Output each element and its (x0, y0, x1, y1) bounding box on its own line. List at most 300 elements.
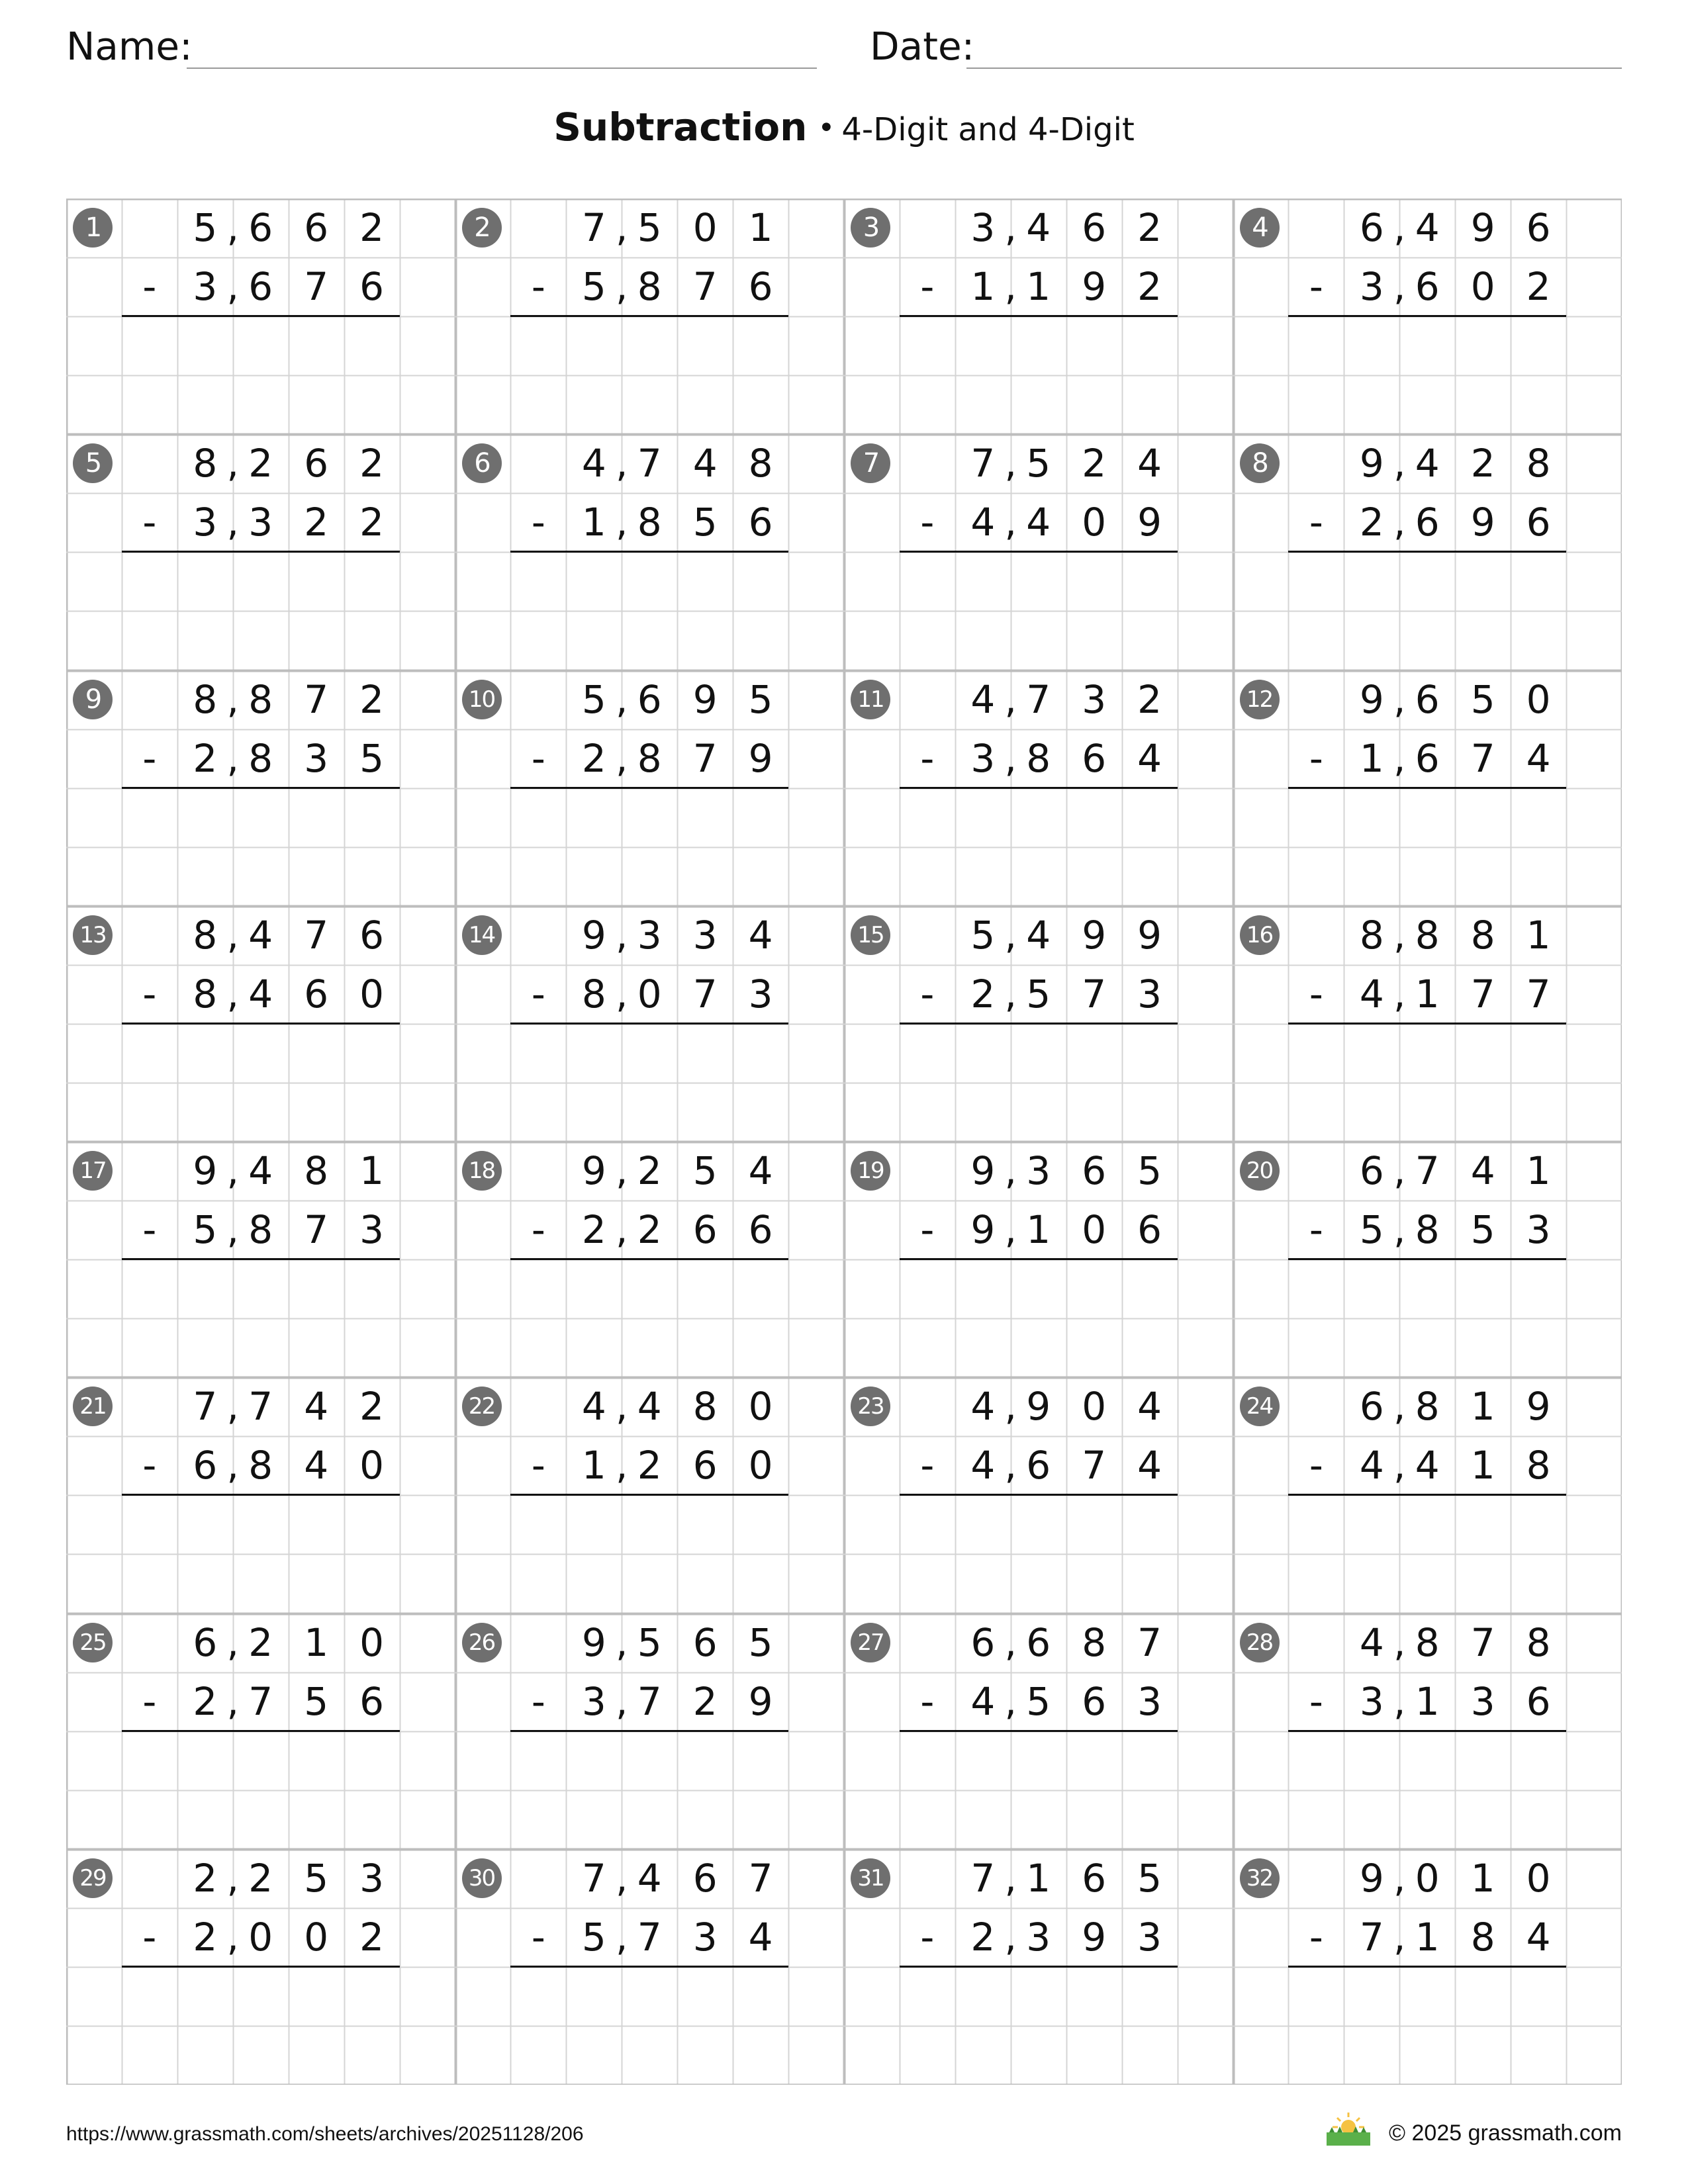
thousands-comma: , (1004, 1443, 1017, 1488)
answer-area[interactable] (122, 552, 400, 670)
digit: 0 (1526, 676, 1551, 722)
worksheet-title (0, 105, 1688, 150)
digit: 6 (1137, 1207, 1162, 1253)
subtrahend-row (510, 729, 788, 788)
digit: 2 (1359, 500, 1384, 545)
digit: 3 (970, 205, 996, 250)
digit: 7 (1082, 971, 1107, 1017)
name-field-line[interactable] (187, 68, 817, 69)
digit: 2 (248, 1855, 273, 1901)
thousands-comma: , (226, 500, 239, 545)
thousands-comma: , (616, 1914, 628, 1960)
answer-area[interactable] (510, 1495, 788, 1613)
problem-number-badge: 1 (73, 208, 113, 248)
minus-sign: - (920, 1443, 935, 1488)
digit: 0 (637, 971, 662, 1017)
digit: 9 (1359, 441, 1384, 486)
problem-number-badge: 27 (851, 1623, 890, 1662)
digit: 8 (193, 912, 218, 958)
digit: 8 (248, 676, 273, 722)
digit: 9 (1082, 912, 1107, 958)
minus-sign: - (1309, 735, 1323, 781)
minus-sign: - (920, 971, 935, 1017)
digit: 4 (748, 912, 773, 958)
minus-sign: - (142, 971, 157, 1017)
minuend-row (900, 199, 1178, 257)
answer-area[interactable] (510, 316, 788, 434)
problem-8 (1233, 434, 1624, 670)
minus-sign: - (142, 1914, 157, 1960)
digit: 5 (637, 205, 662, 250)
digit: 9 (692, 676, 718, 722)
digit: 7 (1470, 735, 1495, 781)
digit: 7 (1470, 971, 1495, 1017)
digit: 5 (1470, 676, 1495, 722)
digit: 4 (581, 1384, 606, 1430)
answer-area[interactable] (900, 1967, 1178, 2085)
problem-14 (455, 906, 846, 1142)
thousands-comma: , (616, 735, 628, 781)
thousands-comma: , (226, 1678, 239, 1724)
thousands-comma: , (226, 912, 239, 958)
minus-sign: - (531, 500, 545, 545)
digit: 3 (304, 735, 329, 781)
digit: 7 (248, 1678, 273, 1724)
digit: 4 (1026, 500, 1051, 545)
digit: 6 (1082, 1855, 1107, 1901)
digit: 3 (1526, 1207, 1551, 1253)
digit: 3 (193, 264, 218, 310)
problem-13 (66, 906, 457, 1142)
problem-20 (1233, 1142, 1624, 1377)
problem-24 (1233, 1377, 1624, 1613)
digit: 9 (1137, 500, 1162, 545)
digit: 0 (359, 1619, 385, 1665)
digit: 0 (1415, 1855, 1440, 1901)
digit: 7 (581, 205, 606, 250)
answer-area[interactable] (1288, 1967, 1566, 2085)
problem-6 (455, 434, 846, 670)
minuend-row (510, 1614, 788, 1672)
digit: 8 (748, 441, 773, 486)
minus-sign: - (920, 500, 935, 545)
thousands-comma: , (226, 264, 239, 310)
digit: 1 (1359, 735, 1384, 781)
answer-area[interactable] (900, 1024, 1178, 1142)
problem-10 (455, 670, 846, 906)
problem-number-badge: 29 (73, 1858, 113, 1898)
answer-area[interactable] (510, 552, 788, 670)
digit: 7 (304, 264, 329, 310)
digit: 8 (1359, 912, 1384, 958)
thousands-comma: , (1004, 1678, 1017, 1724)
digit: 6 (1526, 205, 1551, 250)
digit: 8 (248, 1443, 273, 1488)
minuend-row (1288, 1377, 1566, 1436)
thousands-comma: , (616, 1678, 628, 1724)
thousands-comma: , (1393, 1148, 1406, 1193)
digit: 2 (193, 1678, 218, 1724)
thousands-comma: , (1393, 264, 1406, 310)
digit: 2 (359, 441, 385, 486)
answer-area[interactable] (1288, 1259, 1566, 1377)
answer-area[interactable] (900, 1259, 1178, 1377)
minus-sign: - (142, 735, 157, 781)
minuend-row (900, 434, 1178, 493)
digit: 2 (359, 205, 385, 250)
problem-number-badge: 26 (462, 1623, 502, 1662)
digit: 6 (359, 912, 385, 958)
minus-sign: - (920, 1914, 935, 1960)
answer-area[interactable] (122, 1495, 400, 1613)
subtrahend-row (1288, 729, 1566, 788)
answer-area[interactable] (1288, 552, 1566, 670)
digit: 7 (748, 1855, 773, 1901)
minuend-row (122, 1142, 400, 1201)
minus-sign: - (531, 971, 545, 1017)
digit: 4 (304, 1443, 329, 1488)
digit: 1 (1470, 1384, 1495, 1430)
thousands-comma: , (616, 1207, 628, 1253)
answer-area[interactable] (122, 1024, 400, 1142)
problem-number-badge: 15 (851, 915, 890, 955)
answer-area[interactable] (510, 1259, 788, 1377)
digit: 7 (304, 1207, 329, 1253)
digit: 0 (748, 1384, 773, 1430)
digit: 1 (304, 1619, 329, 1665)
answer-area[interactable] (1288, 1495, 1566, 1613)
minuend-row (122, 1849, 400, 1908)
answer-area[interactable] (122, 1731, 400, 1849)
subtrahend-row (122, 1201, 400, 1259)
digit: 4 (1359, 971, 1384, 1017)
digit: 7 (1359, 1914, 1384, 1960)
digit: 2 (581, 735, 606, 781)
digit: 9 (1359, 676, 1384, 722)
digit: 4 (248, 912, 273, 958)
digit: 8 (1526, 1443, 1551, 1488)
subtrahend-row (1288, 1672, 1566, 1731)
digit: 3 (1026, 1148, 1051, 1193)
title-separator: • (818, 111, 835, 145)
digit: 1 (748, 205, 773, 250)
thousands-comma: , (616, 264, 628, 310)
problem-number-badge: 23 (851, 1387, 890, 1426)
digit: 6 (1082, 205, 1107, 250)
answer-area[interactable] (122, 1967, 400, 2085)
digit: 2 (1470, 441, 1495, 486)
digit: 7 (1470, 1619, 1495, 1665)
digit: 8 (637, 735, 662, 781)
problem-number-badge: 31 (851, 1858, 890, 1898)
thousands-comma: , (616, 1443, 628, 1488)
digit: 3 (1026, 1914, 1051, 1960)
digit: 6 (1415, 735, 1440, 781)
digit: 9 (1470, 500, 1495, 545)
digit: 8 (1526, 441, 1551, 486)
digit: 3 (581, 1678, 606, 1724)
answer-area[interactable] (900, 316, 1178, 434)
minus-sign: - (142, 500, 157, 545)
problem-11 (844, 670, 1235, 906)
digit: 9 (970, 1207, 996, 1253)
digit: 6 (304, 441, 329, 486)
problem-23 (844, 1377, 1235, 1613)
digit: 7 (637, 1678, 662, 1724)
digit: 8 (193, 441, 218, 486)
digit: 5 (748, 1619, 773, 1665)
digit: 7 (248, 1384, 273, 1430)
thousands-comma: , (1393, 1678, 1406, 1724)
digit: 9 (1082, 264, 1107, 310)
digit: 5 (1359, 1207, 1384, 1253)
minus-sign: - (531, 1678, 545, 1724)
digit: 2 (692, 1678, 718, 1724)
digit: 6 (1526, 500, 1551, 545)
thousands-comma: , (226, 1207, 239, 1253)
minus-sign: - (531, 1207, 545, 1253)
digit: 6 (748, 1207, 773, 1253)
answer-area[interactable] (900, 788, 1178, 906)
digit: 6 (1082, 735, 1107, 781)
digit: 7 (1415, 1148, 1440, 1193)
digit: 8 (637, 500, 662, 545)
digit: 3 (193, 500, 218, 545)
problem-25 (66, 1614, 457, 1849)
minuend-row (900, 1377, 1178, 1436)
problem-number-badge: 24 (1240, 1387, 1280, 1426)
footer-copyright: © 2025 grassmath.com (1389, 2120, 1622, 2146)
digit: 1 (1026, 1207, 1051, 1253)
digit: 4 (1137, 441, 1162, 486)
minuend-row (900, 1614, 1178, 1672)
subtrahend-row (510, 1201, 788, 1259)
answer-area[interactable] (900, 552, 1178, 670)
minus-sign: - (142, 1207, 157, 1253)
digit: 8 (1415, 1384, 1440, 1430)
answer-area[interactable] (122, 316, 400, 434)
digit: 6 (359, 264, 385, 310)
subtrahend-row (900, 1201, 1178, 1259)
thousands-comma: , (616, 205, 628, 250)
digit: 2 (1137, 264, 1162, 310)
minuend-row (1288, 1614, 1566, 1672)
problem-7 (844, 434, 1235, 670)
digit: 2 (970, 971, 996, 1017)
digit: 6 (1359, 205, 1384, 250)
digit: 9 (193, 1148, 218, 1193)
digit: 7 (692, 971, 718, 1017)
digit: 2 (193, 1914, 218, 1960)
digit: 9 (748, 1678, 773, 1724)
digit: 6 (748, 264, 773, 310)
digit: 2 (193, 1855, 218, 1901)
thousands-comma: , (616, 441, 628, 486)
thousands-comma: , (1004, 205, 1017, 250)
digit: 4 (970, 1443, 996, 1488)
thousands-comma: , (1004, 1148, 1017, 1193)
subtrahend-row (510, 965, 788, 1024)
answer-area[interactable] (900, 1495, 1178, 1613)
problem-number-badge: 28 (1240, 1623, 1280, 1662)
problem-number-badge: 20 (1240, 1151, 1280, 1191)
answer-area[interactable] (900, 1731, 1178, 1849)
problem-26 (455, 1614, 846, 1849)
worksheet-grid (66, 199, 1622, 2085)
answer-area[interactable] (510, 1731, 788, 1849)
digit: 6 (1359, 1384, 1384, 1430)
digit: 2 (359, 1914, 385, 1960)
answer-area[interactable] (510, 1024, 788, 1142)
title-subtitle: 4-Digit and 4-Digit (841, 111, 1135, 148)
thousands-comma: , (1393, 1855, 1406, 1901)
subtrahend-row (900, 493, 1178, 552)
digit: 4 (970, 1384, 996, 1430)
problem-22 (455, 1377, 846, 1613)
subtrahend-row (122, 965, 400, 1024)
answer-area[interactable] (122, 1259, 400, 1377)
digit: 7 (970, 1855, 996, 1901)
digit: 3 (1470, 1678, 1495, 1724)
digit: 6 (1415, 676, 1440, 722)
answer-area[interactable] (1288, 1024, 1566, 1142)
minuend-row (122, 906, 400, 965)
digit: 6 (1359, 1148, 1384, 1193)
answer-area[interactable] (1288, 788, 1566, 906)
digit: 8 (1415, 1619, 1440, 1665)
problem-number-badge: 32 (1240, 1858, 1280, 1898)
digit: 4 (970, 676, 996, 722)
problem-number-badge: 12 (1240, 680, 1280, 719)
digit: 7 (1137, 1619, 1162, 1665)
digit: 2 (970, 1914, 996, 1960)
digit: 6 (748, 500, 773, 545)
thousands-comma: , (1393, 1384, 1406, 1430)
digit: 0 (359, 1443, 385, 1488)
problem-number-badge: 13 (73, 915, 113, 955)
digit: 8 (1415, 912, 1440, 958)
thousands-comma: , (1393, 676, 1406, 722)
digit: 4 (1026, 912, 1051, 958)
answer-area[interactable] (122, 788, 400, 906)
minus-sign: - (1309, 971, 1323, 1017)
problem-number-badge: 19 (851, 1151, 890, 1191)
minus-sign: - (531, 264, 545, 310)
digit: 2 (193, 735, 218, 781)
thousands-comma: , (1393, 735, 1406, 781)
digit: 4 (1526, 735, 1551, 781)
digit: 2 (637, 1443, 662, 1488)
digit: 6 (193, 1619, 218, 1665)
digit: 8 (248, 1207, 273, 1253)
digit: 3 (359, 1855, 385, 1901)
digit: 0 (359, 971, 385, 1017)
problem-31 (844, 1849, 1235, 2085)
digit: 5 (1026, 971, 1051, 1017)
digit: 5 (193, 205, 218, 250)
digit: 7 (692, 264, 718, 310)
digit: 8 (1026, 735, 1051, 781)
minus-sign: - (1309, 1207, 1323, 1253)
problem-5 (66, 434, 457, 670)
thousands-comma: , (1393, 1443, 1406, 1488)
digit: 4 (970, 500, 996, 545)
digit: 7 (304, 912, 329, 958)
thousands-comma: , (616, 912, 628, 958)
digit: 1 (581, 1443, 606, 1488)
answer-area[interactable] (1288, 316, 1566, 434)
digit: 7 (692, 735, 718, 781)
digit: 6 (304, 971, 329, 1017)
digit: 1 (1526, 912, 1551, 958)
problem-number-badge: 30 (462, 1858, 502, 1898)
answer-area[interactable] (510, 788, 788, 906)
digit: 7 (970, 441, 996, 486)
subtrahend-row (900, 257, 1178, 316)
problem-15 (844, 906, 1235, 1142)
minus-sign: - (531, 1914, 545, 1960)
digit: 9 (1359, 1855, 1384, 1901)
thousands-comma: , (226, 1914, 239, 1960)
answer-area[interactable] (510, 1967, 788, 2085)
digit: 8 (581, 971, 606, 1017)
digit: 4 (304, 1384, 329, 1430)
digit: 5 (748, 676, 773, 722)
problem-21 (66, 1377, 457, 1613)
digit: 7 (1082, 1443, 1107, 1488)
subtrahend-row (900, 1436, 1178, 1495)
digit: 9 (581, 1619, 606, 1665)
minuend-row (900, 1849, 1178, 1908)
minuend-row (510, 1142, 788, 1201)
minuend-row (1288, 199, 1566, 257)
digit: 2 (1137, 205, 1162, 250)
minus-sign: - (142, 1678, 157, 1724)
digit: 6 (692, 1207, 718, 1253)
digit: 9 (970, 1148, 996, 1193)
subtrahend-row (900, 965, 1178, 1024)
answer-area[interactable] (1288, 1731, 1566, 1849)
digit: 6 (1026, 1443, 1051, 1488)
digit: 4 (1137, 1384, 1162, 1430)
digit: 2 (359, 500, 385, 545)
thousands-comma: , (1004, 1855, 1017, 1901)
digit: 3 (748, 971, 773, 1017)
digit: 6 (692, 1619, 718, 1665)
date-field-line[interactable] (966, 68, 1622, 69)
digit: 5 (359, 735, 385, 781)
digit: 5 (581, 1914, 606, 1960)
digit: 4 (581, 441, 606, 486)
digit: 0 (304, 1914, 329, 1960)
thousands-comma: , (1393, 1619, 1406, 1665)
digit: 4 (1526, 1914, 1551, 1960)
subtrahend-row (122, 493, 400, 552)
digit: 6 (1526, 1678, 1551, 1724)
minuend-row (1288, 1142, 1566, 1201)
minus-sign: - (1309, 500, 1323, 545)
digit: 8 (193, 971, 218, 1017)
digit: 4 (248, 971, 273, 1017)
digit: 2 (359, 1384, 385, 1430)
digit: 9 (1082, 1914, 1107, 1960)
thousands-comma: , (1004, 971, 1017, 1017)
digit: 7 (1026, 676, 1051, 722)
thousands-comma: , (616, 676, 628, 722)
minuend-row (1288, 906, 1566, 965)
digit: 4 (1026, 205, 1051, 250)
minus-sign: - (920, 264, 935, 310)
